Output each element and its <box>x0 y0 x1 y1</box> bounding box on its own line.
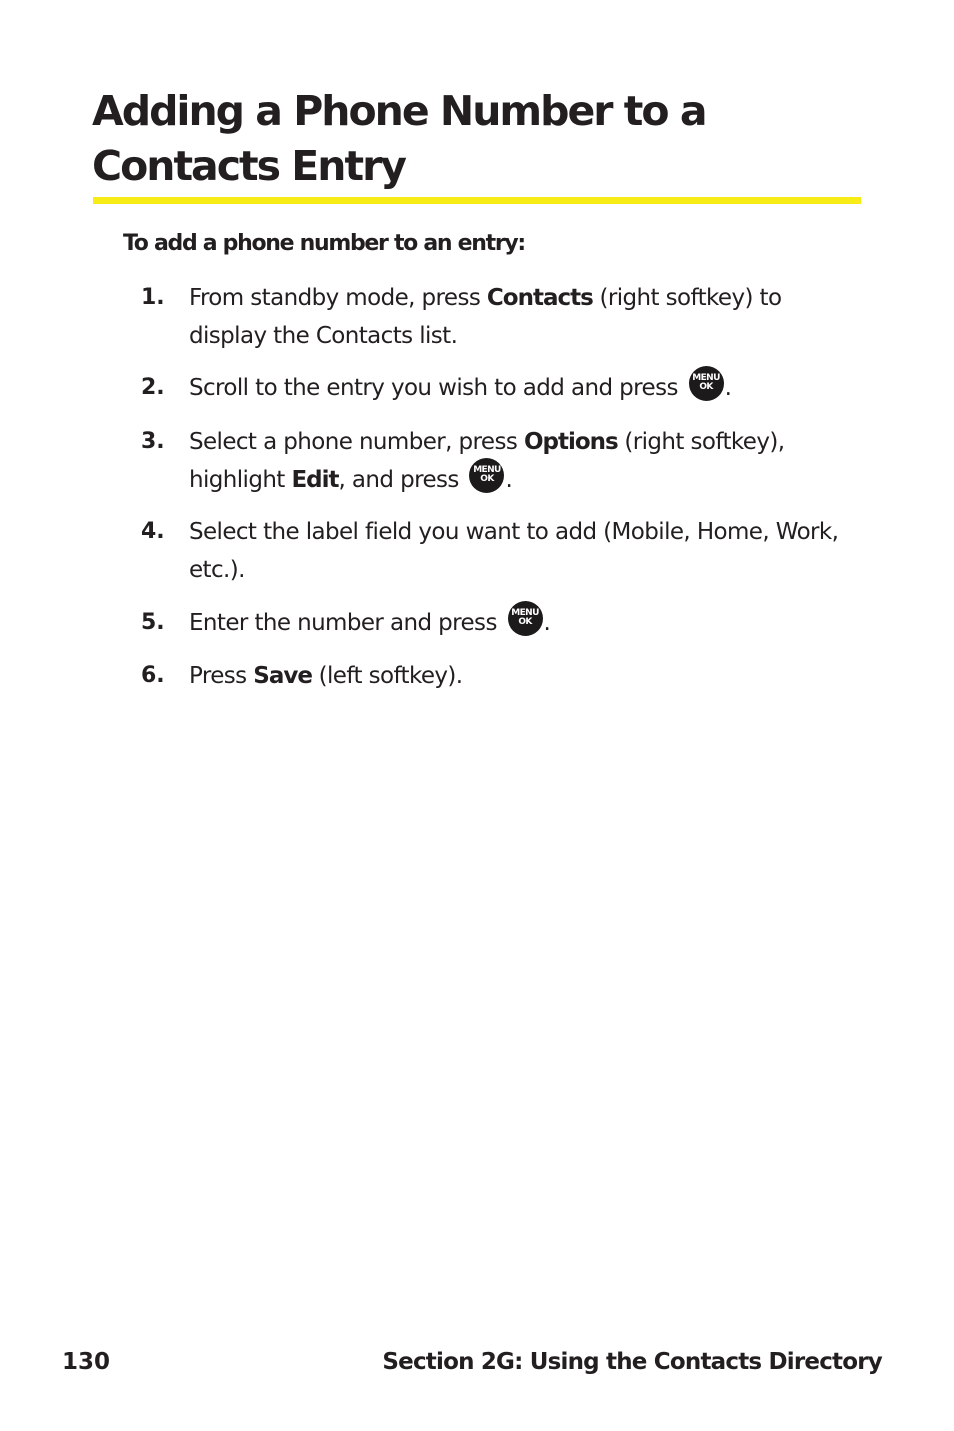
title-underline-rule <box>93 197 861 204</box>
menu-ok-key-icon: MENU OK <box>508 601 543 636</box>
procedure-intro: To add a phone number to an entry: <box>123 231 525 256</box>
step-number: 3. <box>141 429 165 454</box>
step-number: 2. <box>141 375 165 400</box>
step-text: From standby mode, press Contacts (right softkey) to display the Contacts list. <box>189 285 782 349</box>
title-line-2: Contacts Entry <box>92 142 406 190</box>
step-text: Select a phone number, press Options (right softkey), highlight Edit, and press MENU OK . <box>189 429 785 493</box>
page-title <box>92 84 872 194</box>
page-number: 130 <box>62 1349 111 1375</box>
menu-ok-key-icon: MENU OK <box>469 458 504 493</box>
step-text: Enter the number and press MENU OK . <box>189 604 839 642</box>
section-title: Section 2G: Using the Contacts Directory <box>382 1349 882 1375</box>
step-number: 1. <box>141 285 165 310</box>
title-line-1: Adding a Phone Number to a <box>92 87 706 135</box>
step-text: Scroll to the entry you wish to add and press MENU OK . <box>189 369 839 407</box>
step-number: 5. <box>141 610 165 635</box>
step-text: Press Save (left softkey). <box>189 663 463 689</box>
step-number: 6. <box>141 663 165 688</box>
menu-ok-key-icon: MENU OK <box>689 366 724 401</box>
step-text: Select the label field you want to add (Mobile, Home, Work, etc.). <box>189 519 839 583</box>
step-number: 4. <box>141 519 165 544</box>
